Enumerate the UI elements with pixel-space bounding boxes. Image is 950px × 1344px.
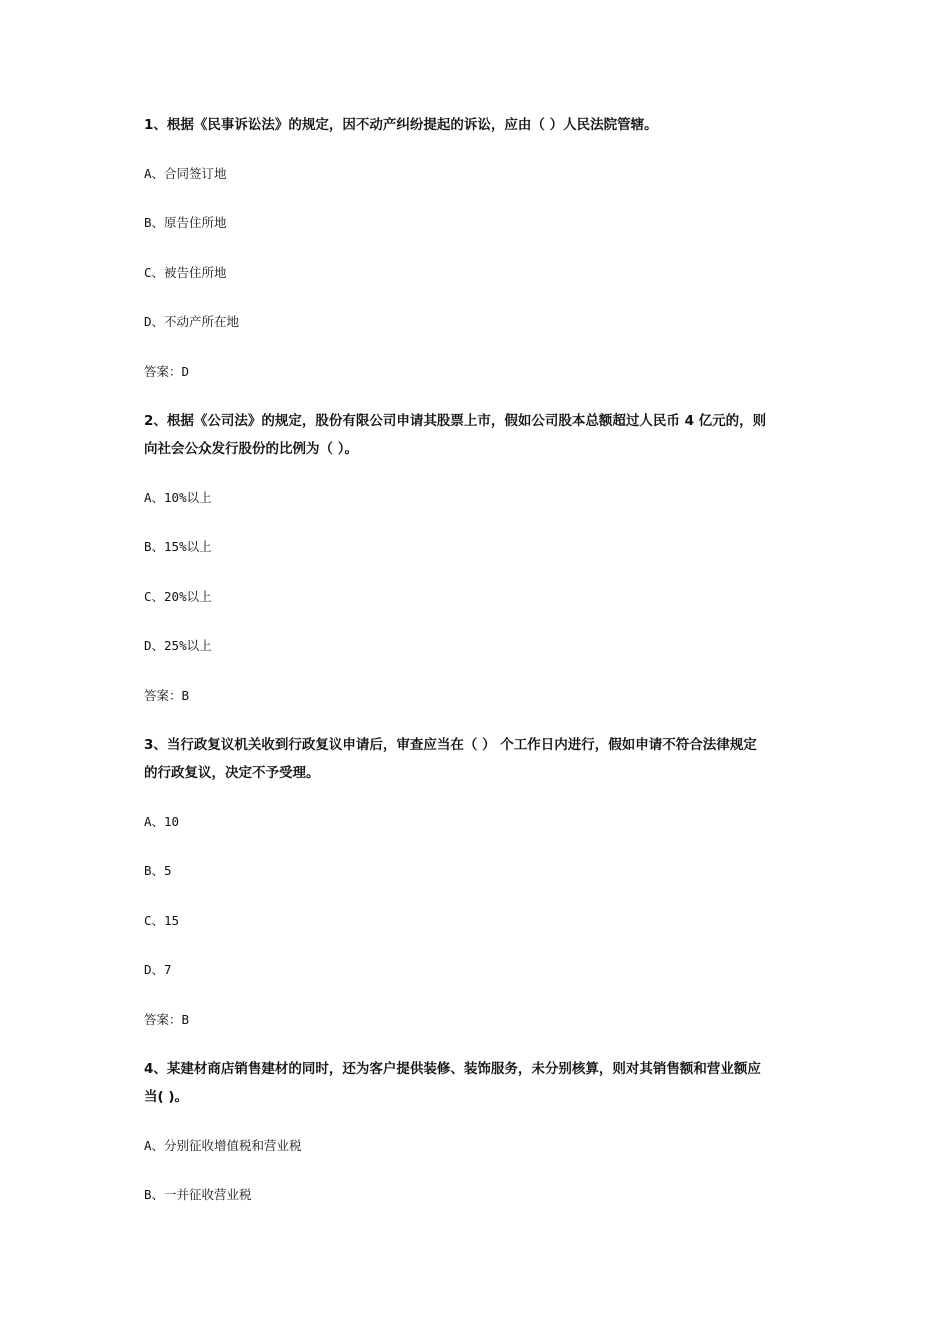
question-1-answer: 答案：D (144, 364, 190, 379)
question-4-stem-line-1: 4、某建材商店销售建材的同时，还为客户提供装修、装饰服务，未分别核算，则对其销售额和营业额应 (144, 1061, 761, 1077)
question-1-stem-line-1: 1、根据《民事诉讼法》的规定，因不动产纠纷提起的诉讼，应由（ ）人民法院管辖。 (144, 117, 658, 133)
question-4-stem-line-2: 当( )。 (144, 1089, 189, 1105)
question-3-stem-line-1: 3、当行政复议机关收到行政复议申请后，审查应当在（ ） 个工作日内进行，假如申请不符合法律规定 (144, 737, 757, 753)
question-3-stem-line-2: 的行政复议，决定不予受理。 (144, 765, 320, 781)
question-3-option-b: B、5 (144, 863, 172, 878)
question-1-option-a: A、合同签订地 (144, 166, 227, 181)
question-3-option-d: D、7 (144, 962, 172, 977)
question-3-option-a: A、10 (144, 814, 180, 829)
question-2-option-d: D、25%以上 (144, 638, 212, 653)
question-2-option-b: B、15%以上 (144, 539, 212, 554)
question-2-answer: 答案：B (144, 688, 190, 703)
question-4-option-b: B、一并征收营业税 (144, 1187, 252, 1202)
question-2-stem-line-1: 2、根据《公司法》的规定，股份有限公司申请其股票上市，假如公司股本总额超过人民币 4 亿元的，则 (144, 413, 767, 429)
question-3-answer: 答案：B (144, 1012, 190, 1027)
question-4-option-a: A、分别征收增值税和营业税 (144, 1138, 302, 1153)
question-2-option-c: C、20%以上 (144, 589, 212, 604)
question-1-option-b: B、原告住所地 (144, 215, 227, 230)
question-2-stem-line-2: 向社会公众发行股份的比例为（ ）。 (144, 441, 358, 457)
question-1-option-d: D、不动产所在地 (144, 314, 240, 329)
question-2-option-a: A、10%以上 (144, 490, 212, 505)
question-3-option-c: C、15 (144, 913, 180, 928)
question-1-option-c: C、被告住所地 (144, 265, 227, 280)
